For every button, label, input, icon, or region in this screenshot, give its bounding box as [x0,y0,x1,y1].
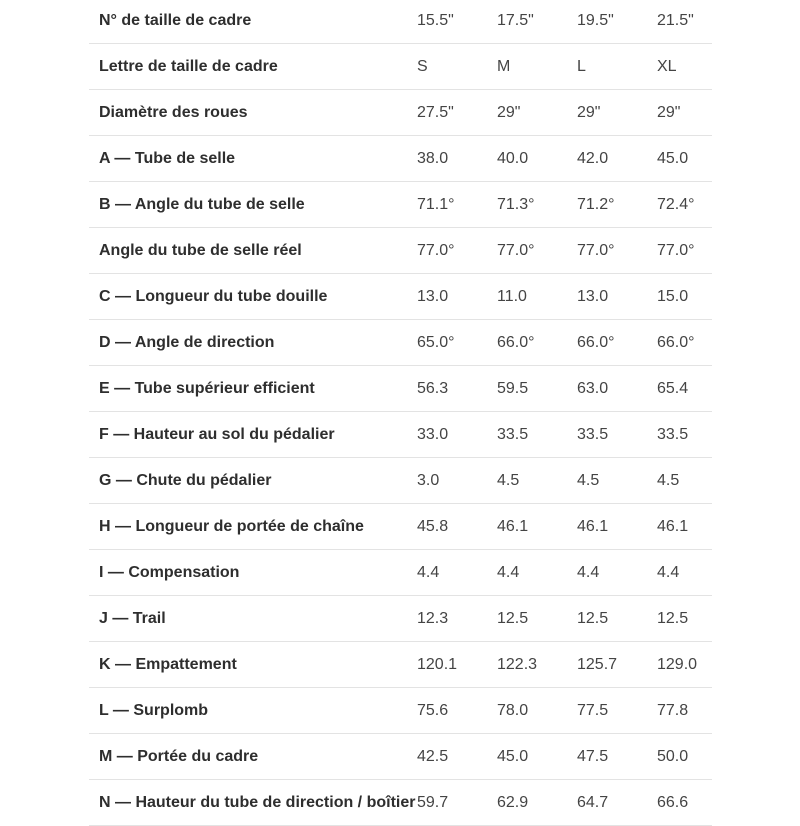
cell-size-s: 77.0° [417,228,497,274]
cell-size-l: 63.0 [577,366,657,412]
cell-size-xl: 21.5" [657,0,712,44]
cell-size-xl: 29" [657,90,712,136]
cell-size-l: 77.0° [577,228,657,274]
cell-size-l: 47.5 [577,734,657,780]
cell-size-l: 42.0 [577,136,657,182]
cell-size-l: 77.5 [577,688,657,734]
cell-size-l: 66.0° [577,320,657,366]
row-label: D — Angle de direction [89,320,417,366]
cell-size-m: 71.3° [497,182,577,228]
table-row [89,596,712,642]
cell-size-m: 17.5" [497,0,577,44]
cell-size-xl: 77.0° [657,228,712,274]
cell-size-m: 4.5 [497,458,577,504]
cell-size-s: 38.0 [417,136,497,182]
cell-size-l: 4.4 [577,550,657,596]
cell-size-s: 56.3 [417,366,497,412]
cell-size-s: 42.5 [417,734,497,780]
table-row [89,274,712,320]
cell-size-m: 59.5 [497,366,577,412]
cell-size-l: 64.7 [577,780,657,826]
cell-size-xl: XL [657,44,712,90]
geometry-table-body [89,0,712,826]
cell-size-m: 66.0° [497,320,577,366]
cell-size-s: 12.3 [417,596,497,642]
cell-size-l: 4.5 [577,458,657,504]
cell-size-s: 120.1 [417,642,497,688]
row-label: N° de taille de cadre [89,0,417,44]
cell-size-l: 19.5" [577,0,657,44]
cell-size-s: 45.8 [417,504,497,550]
cell-size-l: 125.7 [577,642,657,688]
table-row [89,688,712,734]
cell-size-l: 71.2° [577,182,657,228]
cell-size-s: 3.0 [417,458,497,504]
cell-size-xl: 72.4° [657,182,712,228]
row-label: L — Surplomb [89,688,417,734]
table-row [89,412,712,458]
cell-size-xl: 46.1 [657,504,712,550]
table-row [89,366,712,412]
row-label: M — Portée du cadre [89,734,417,780]
cell-size-m: 62.9 [497,780,577,826]
table-row [89,320,712,366]
row-label: H — Longueur de portée de chaîne [89,504,417,550]
cell-size-m: 11.0 [497,274,577,320]
cell-size-s: 71.1° [417,182,497,228]
table-row [89,642,712,688]
table-row [89,90,712,136]
cell-size-s: S [417,44,497,90]
row-label: F — Hauteur au sol du pédalier [89,412,417,458]
row-label: I — Compensation [89,550,417,596]
cell-size-l: L [577,44,657,90]
cell-size-xl: 4.4 [657,550,712,596]
cell-size-l: 13.0 [577,274,657,320]
cell-size-m: 33.5 [497,412,577,458]
cell-size-s: 13.0 [417,274,497,320]
table-row [89,228,712,274]
table-row [89,780,712,826]
cell-size-xl: 12.5 [657,596,712,642]
cell-size-s: 4.4 [417,550,497,596]
table-row [89,0,712,44]
table-row [89,136,712,182]
row-label: A — Tube de selle [89,136,417,182]
cell-size-m: 12.5 [497,596,577,642]
cell-size-s: 65.0° [417,320,497,366]
cell-size-xl: 77.8 [657,688,712,734]
cell-size-l: 12.5 [577,596,657,642]
cell-size-s: 27.5" [417,90,497,136]
cell-size-l: 29" [577,90,657,136]
cell-size-xl: 15.0 [657,274,712,320]
geometry-table [89,0,712,826]
cell-size-l: 33.5 [577,412,657,458]
row-label: K — Empattement [89,642,417,688]
cell-size-s: 33.0 [417,412,497,458]
table-row [89,458,712,504]
cell-size-m: 29" [497,90,577,136]
cell-size-s: 59.7 [417,780,497,826]
cell-size-xl: 33.5 [657,412,712,458]
row-label: Diamètre des roues [89,90,417,136]
cell-size-m: 78.0 [497,688,577,734]
table-row [89,734,712,780]
row-label: C — Longueur du tube douille [89,274,417,320]
table-row [89,504,712,550]
cell-size-m: 4.4 [497,550,577,596]
table-row [89,550,712,596]
cell-size-xl: 50.0 [657,734,712,780]
row-label: N — Hauteur du tube de direction / boîtier [89,780,417,826]
cell-size-m: 46.1 [497,504,577,550]
row-label: J — Trail [89,596,417,642]
cell-size-m: 40.0 [497,136,577,182]
cell-size-m: M [497,44,577,90]
row-label: Lettre de taille de cadre [89,44,417,90]
cell-size-xl: 129.0 [657,642,712,688]
row-label: E — Tube supérieur efficient [89,366,417,412]
cell-size-s: 75.6 [417,688,497,734]
cell-size-l: 46.1 [577,504,657,550]
cell-size-m: 122.3 [497,642,577,688]
cell-size-s: 15.5" [417,0,497,44]
cell-size-xl: 4.5 [657,458,712,504]
cell-size-xl: 45.0 [657,136,712,182]
cell-size-xl: 66.0° [657,320,712,366]
cell-size-m: 45.0 [497,734,577,780]
row-label: Angle du tube de selle réel [89,228,417,274]
row-label: G — Chute du pédalier [89,458,417,504]
row-label: B — Angle du tube de selle [89,182,417,228]
table-row [89,182,712,228]
cell-size-xl: 65.4 [657,366,712,412]
cell-size-xl: 66.6 [657,780,712,826]
cell-size-m: 77.0° [497,228,577,274]
table-row [89,44,712,90]
